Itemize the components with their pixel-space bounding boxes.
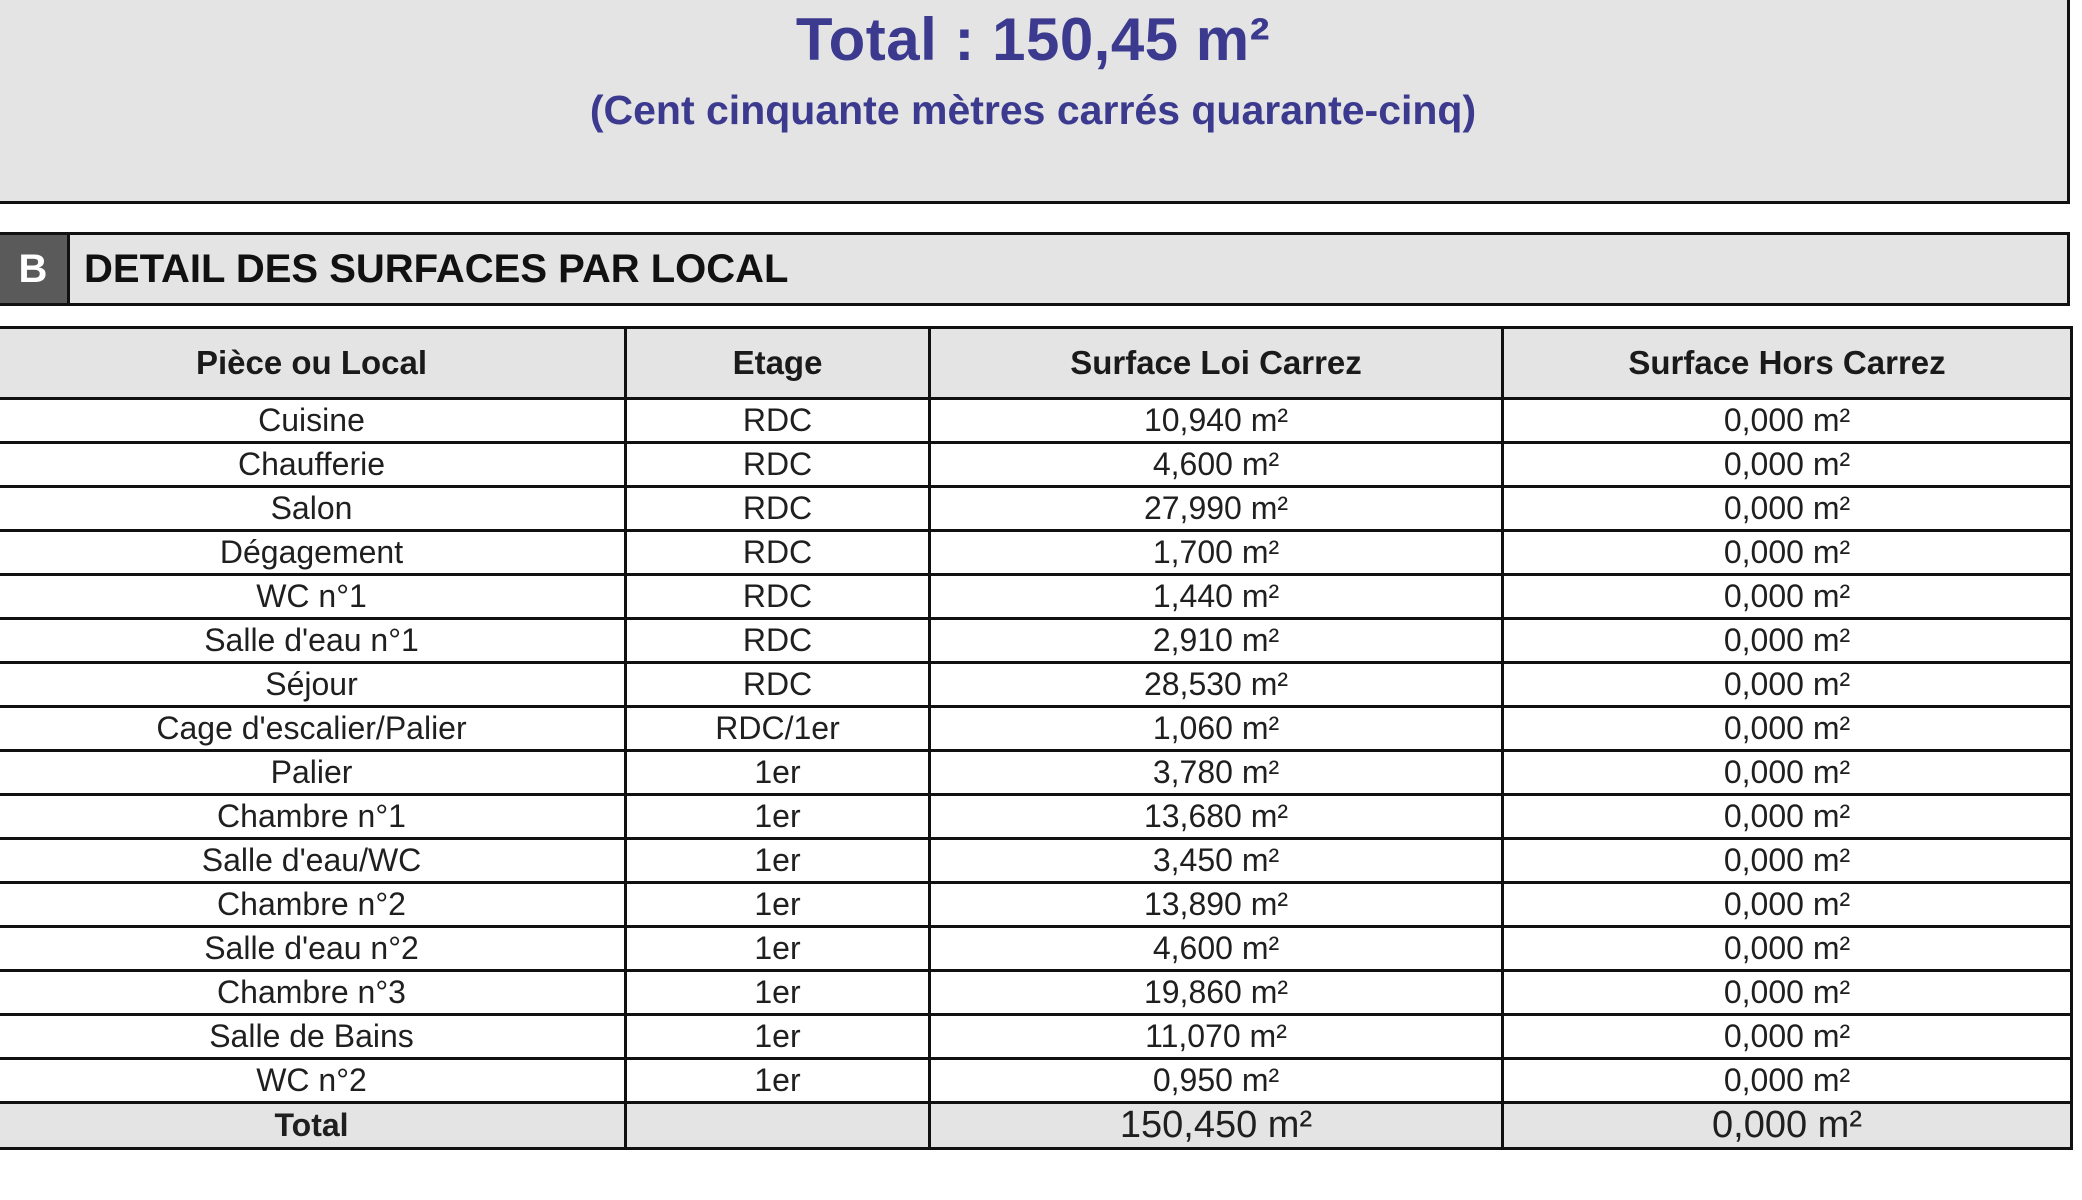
hors-carrez-cell: 0,000 m²: [1503, 971, 2072, 1015]
piece-cell: Salle d'eau n°1: [0, 619, 626, 663]
etage-cell: RDC: [626, 399, 930, 443]
total-surface-words: (Cent cinquante mètres carrés quarante-cinq): [589, 87, 1477, 133]
etage-cell: 1er: [626, 839, 930, 883]
header-piece: Pièce ou Local: [0, 328, 626, 399]
total-label-cell: Total: [0, 1103, 626, 1149]
table-header-row: [0, 328, 2072, 399]
hors-carrez-cell: 0,000 m²: [1503, 531, 2072, 575]
section-letter-badge: B: [0, 235, 70, 303]
table-row: [0, 883, 2072, 927]
carrez-cell: 13,890 m²: [930, 883, 1503, 927]
hors-carrez-cell: 0,000 m²: [1503, 751, 2072, 795]
piece-cell: WC n°1: [0, 575, 626, 619]
hors-carrez-cell: 0,000 m²: [1503, 443, 2072, 487]
section-title: DETAIL DES SURFACES PAR LOCAL: [84, 246, 789, 291]
piece-cell: Chaufferie: [0, 443, 626, 487]
etage-cell: 1er: [626, 883, 930, 927]
carrez-cell: 3,450 m²: [930, 839, 1503, 883]
table-total-row: [0, 1103, 2072, 1149]
carrez-cell: 0,950 m²: [930, 1059, 1503, 1103]
table-row: [0, 1059, 2072, 1103]
hors-carrez-cell: 0,000 m²: [1503, 795, 2072, 839]
table-row: [0, 839, 2072, 883]
piece-cell: Salle d'eau/WC: [0, 839, 626, 883]
carrez-cell: 1,060 m²: [930, 707, 1503, 751]
carrez-cell: 1,440 m²: [930, 575, 1503, 619]
carrez-cell: 3,780 m²: [930, 751, 1503, 795]
piece-cell: Salle d'eau n°2: [0, 927, 626, 971]
table-row: [0, 575, 2072, 619]
total-surface-title: Total : 150,45 m²: [795, 6, 1271, 73]
carrez-cell: 4,600 m²: [930, 443, 1503, 487]
table-row: [0, 619, 2072, 663]
total-hors-carrez-cell: 0,000 m²: [1503, 1103, 2072, 1149]
etage-cell: RDC: [626, 531, 930, 575]
table-row: [0, 971, 2072, 1015]
table-row: [0, 927, 2072, 971]
section-header: [0, 232, 2070, 306]
etage-cell: 1er: [626, 751, 930, 795]
hors-carrez-cell: 0,000 m²: [1503, 927, 2072, 971]
total-summary-box: [0, 0, 2070, 204]
carrez-cell: 4,600 m²: [930, 927, 1503, 971]
total-etage-cell: [626, 1103, 930, 1149]
header-surface-carrez: Surface Loi Carrez: [930, 328, 1503, 399]
surfaces-table: [0, 326, 2073, 1150]
table-row: [0, 751, 2072, 795]
carrez-cell: 10,940 m²: [930, 399, 1503, 443]
hors-carrez-cell: 0,000 m²: [1503, 663, 2072, 707]
carrez-cell: 28,530 m²: [930, 663, 1503, 707]
hors-carrez-cell: 0,000 m²: [1503, 839, 2072, 883]
hors-carrez-cell: 0,000 m²: [1503, 883, 2072, 927]
etage-cell: 1er: [626, 971, 930, 1015]
etage-cell: RDC: [626, 575, 930, 619]
table-row: [0, 399, 2072, 443]
etage-cell: 1er: [626, 1015, 930, 1059]
carrez-cell: 19,860 m²: [930, 971, 1503, 1015]
piece-cell: Dégagement: [0, 531, 626, 575]
etage-cell: 1er: [626, 795, 930, 839]
piece-cell: Chambre n°2: [0, 883, 626, 927]
piece-cell: WC n°2: [0, 1059, 626, 1103]
table-row: [0, 443, 2072, 487]
carrez-cell: 11,070 m²: [930, 1015, 1503, 1059]
carrez-cell: 13,680 m²: [930, 795, 1503, 839]
hors-carrez-cell: 0,000 m²: [1503, 1015, 2072, 1059]
carrez-cell: 1,700 m²: [930, 531, 1503, 575]
etage-cell: RDC: [626, 443, 930, 487]
piece-cell: Salon: [0, 487, 626, 531]
hors-carrez-cell: 0,000 m²: [1503, 707, 2072, 751]
total-carrez-cell: 150,450 m²: [930, 1103, 1503, 1149]
hors-carrez-cell: 0,000 m²: [1503, 1059, 2072, 1103]
etage-cell: 1er: [626, 927, 930, 971]
piece-cell: Chambre n°3: [0, 971, 626, 1015]
etage-cell: RDC: [626, 487, 930, 531]
carrez-cell: 27,990 m²: [930, 487, 1503, 531]
table-row: [0, 707, 2072, 751]
piece-cell: Séjour: [0, 663, 626, 707]
hors-carrez-cell: 0,000 m²: [1503, 575, 2072, 619]
piece-cell: Salle de Bains: [0, 1015, 626, 1059]
table-row: [0, 795, 2072, 839]
header-surface-hors-carrez: Surface Hors Carrez: [1503, 328, 2072, 399]
header-etage: Etage: [626, 328, 930, 399]
piece-cell: Cage d'escalier/Palier: [0, 707, 626, 751]
table-row: [0, 1015, 2072, 1059]
etage-cell: RDC: [626, 619, 930, 663]
hors-carrez-cell: 0,000 m²: [1503, 619, 2072, 663]
carrez-cell: 2,910 m²: [930, 619, 1503, 663]
table-row: [0, 487, 2072, 531]
table-row: [0, 531, 2072, 575]
piece-cell: Cuisine: [0, 399, 626, 443]
piece-cell: Palier: [0, 751, 626, 795]
piece-cell: Chambre n°1: [0, 795, 626, 839]
hors-carrez-cell: 0,000 m²: [1503, 487, 2072, 531]
hors-carrez-cell: 0,000 m²: [1503, 399, 2072, 443]
etage-cell: RDC/1er: [626, 707, 930, 751]
table-row: [0, 663, 2072, 707]
etage-cell: RDC: [626, 663, 930, 707]
etage-cell: 1er: [626, 1059, 930, 1103]
